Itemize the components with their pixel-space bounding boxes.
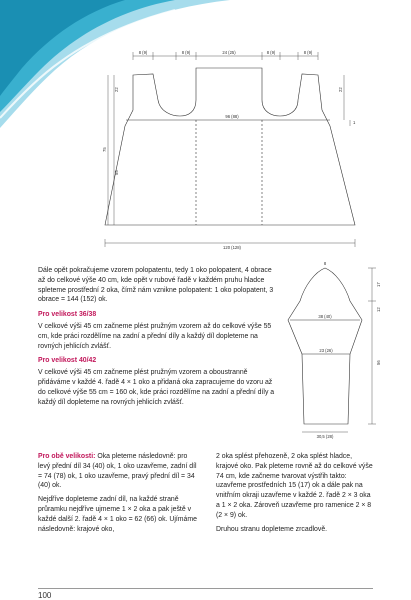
dim-shoulder-right: 8 (9) xyxy=(303,50,313,55)
text-column-left xyxy=(38,266,278,409)
dim-sleeve-bottom: 30,5 (28) xyxy=(316,434,334,439)
dim-neck-right: 8 (9) xyxy=(266,50,276,55)
dim-sleeve-mid: 38 (40) xyxy=(318,314,332,319)
mirror-paragraph: Druhou stranu dopleteme zrcadlově. xyxy=(216,525,328,533)
page-number: 100 xyxy=(38,591,52,600)
dim-sleeve-total: 56 xyxy=(376,360,381,365)
dim-left-height-total: 75 xyxy=(102,147,107,152)
dim-sleeve-b: 12 xyxy=(376,307,381,312)
dim-shoulder-left: 8 (9) xyxy=(138,50,148,55)
size2-heading: Pro velikost 40/42 xyxy=(38,357,97,365)
dim-right-small: 1 xyxy=(353,120,356,125)
size1-paragraph: V celkové výši 45 cm začneme plést pružným vzorem až do celkové výše 55 cm, kde práci rozdělíme na zadní a přední díly a každý díl dopleteme na rovných jehlicích zvlášť. xyxy=(38,322,272,350)
text-column-bottom-right xyxy=(216,452,376,536)
dim-right-depth: 22 xyxy=(338,87,343,92)
body-outline xyxy=(105,68,355,225)
back-paragraph: Nejdříve dopleteme zadní díl, na každé straně průramku nejdříve ujmeme 1 × 2 oka a pak ještě v každé další 2. řadě 4 × 1 oko = 62 (66) ok. Ujímáme následovně: krajové oko, xyxy=(38,496,197,533)
sleeve-outline xyxy=(288,268,362,424)
size1-heading: Pro velikost 36/38 xyxy=(38,311,97,319)
dim-sleeve-lower: 23 (26) xyxy=(319,348,333,353)
dim-neck-left: 8 (9) xyxy=(181,50,191,55)
footer-rule xyxy=(38,588,373,589)
dim-sleeve-cap: 17 xyxy=(376,282,381,287)
size2-paragraph: V celkové výši 45 cm začneme plést pružným vzorem a oboustranně přidáváme v každé 4. řadě 4 × 1 oko a přidaná oka zapracujeme do vzoru až do celkové výše 55 cm = 160 ok, kde práci rozdělíme na zadní a přední díly a každý díl dopleteme na rovných jehlicích zvlášť. xyxy=(38,369,275,406)
both-sizes-heading: Pro obě velikosti: xyxy=(38,453,96,460)
dim-neck-center: 24 (25) xyxy=(222,50,236,55)
dim-width-bottom: 120 (128) xyxy=(223,245,241,250)
text-column-bottom-left xyxy=(38,452,198,536)
dim-left-height-lower: 55 xyxy=(114,170,119,175)
right-paragraph: 2 oka splést přehozeně, 2 oka splést hladce, krajové oko. Pak pleteme rovně až do celkové výše 74 cm, kde začneme tvarovat výstřih takto: uzavřeme prostředních 15 (17) ok a dále pak na vnitřním okraji uzavřeme v každé 2. řadě 2 × 3 oka a 1 × 2 oka. Zároveň uzavřeme pro ramenice 2 × 8 (2 × 9) ok. xyxy=(216,453,373,519)
both-sizes-text: Oka pleteme následovně: pro levý přední díl 34 (40) ok, 1 oko uzavřeme, zadní díl = 74 (78) ok, 1 oko uzavřeme, pravý přední díl = 34 (40) ok. xyxy=(38,453,197,490)
dim-width-mid: 96 (88) xyxy=(225,114,239,119)
intro-paragraph: Dále opět pokračujeme vzorem polopatentu, tedy 1 oko polopatent, 4 obrace až do celkové výše 40 cm, kde opět v rubové řadě v každém pruhu hladce spleteme prostřední 2 oka, čímž nám vznikne polopatent: 1 oko polopatent, 3 obrace = 144 (152) ok. xyxy=(38,267,274,304)
dim-left-depth: 22 xyxy=(114,87,119,92)
dim-sleeve-top: 8 xyxy=(323,261,327,266)
